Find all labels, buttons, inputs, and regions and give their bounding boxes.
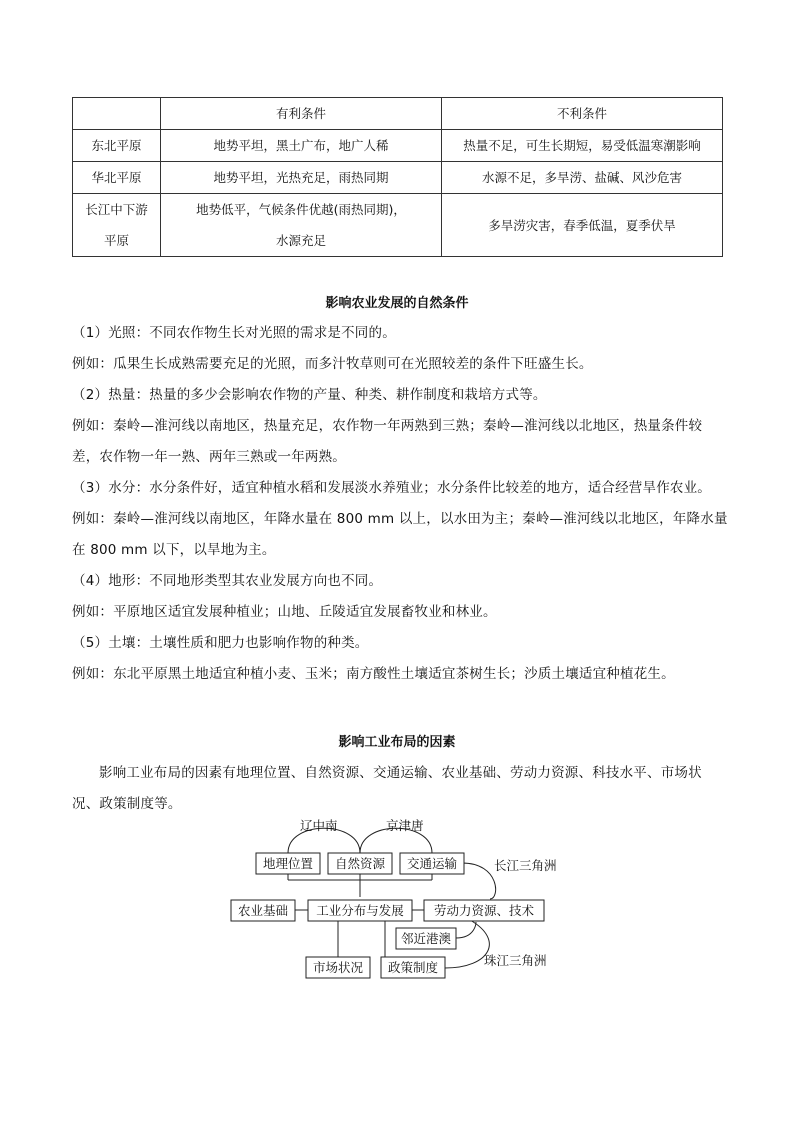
advantage-line: 地势低平，气候条件优越(雨热同期)， — [196, 202, 406, 217]
box-market — [306, 957, 370, 978]
box-location-label: 地理位置 — [262, 856, 314, 871]
region-cell: 东北平原 — [73, 130, 161, 162]
disadvantage-cell: 热量不足，可生长期短，易受低温寒潮影响 — [442, 130, 723, 162]
label-pearl-delta: 珠江三角洲 — [484, 953, 547, 968]
box-center — [308, 900, 412, 921]
box-hk-macao — [396, 928, 456, 949]
advantage-cell: 地势平坦，光热充足，雨热同期 — [161, 162, 442, 194]
arc-yangtze-delta — [462, 863, 496, 899]
box-agriculture — [231, 900, 295, 921]
agri-line: 差，农作物一年一熟、两年三熟或一年两熟。 — [72, 449, 346, 465]
box-labor — [424, 900, 544, 921]
agri-line: 例如：秦岭—淮河线以南地区，年降水量在 800 mm 以上，以水田为主；秦岭—淮河线以北地区，年降水量 — [72, 511, 728, 527]
region-line: 平原 — [103, 233, 129, 248]
box-hk-macao-label: 邻近港澳 — [400, 931, 452, 946]
box-agriculture-label: 农业基础 — [237, 903, 289, 918]
agri-line: （4）地形：不同地形类型其农业发展方向也不同。 — [72, 573, 383, 589]
disadvantage-cell: 多旱涝灾害，春季低温，夏季伏旱 — [442, 194, 723, 257]
industry-line: 况、政策制度等。 — [72, 796, 182, 812]
box-location — [256, 853, 320, 874]
agri-line: 例如：平原地区适宜发展种植业；山地、丘陵适宜发展畜牧业和林业。 — [72, 604, 497, 620]
box-resources — [328, 853, 392, 874]
industry-line: 影响工业布局的因素有地理位置、自然资源、交通运输、农业基础、劳动力资源、科技水平、市场状 — [99, 765, 702, 781]
agri-line: （2）热量：热量的多少会影响农作物的产量、种类、耕作制度和栽培方式等。 — [72, 387, 547, 403]
label-jingjintang: 京津唐 — [386, 818, 424, 833]
box-labor-label: 劳动力资源、技术 — [433, 903, 535, 918]
disadvantage-cell: 水源不足，多旱涝、盐碱、风沙危害 — [442, 162, 723, 194]
advantage-cell: 地势平坦，黑土广布，地广人稀 — [161, 130, 442, 162]
box-transport-label: 交通运输 — [406, 856, 458, 871]
box-market-label: 市场状况 — [312, 960, 364, 975]
box-resources-label: 自然资源 — [334, 856, 386, 871]
agri-line: （3）水分：水分条件好，适宜种植水稻和发展淡水养殖业；水分条件比较差的地方，适合经营旱作农业。 — [72, 480, 711, 496]
agri-line: 例如：瓜果生长成熟需要充足的光照，而多汁牧草则可在光照较差的条件下旺盛生长。 — [72, 356, 593, 372]
box-policy-label: 政策制度 — [387, 960, 439, 975]
table-header-cell: 不利条件 — [442, 98, 723, 130]
industry-section-title: 影响工业布局的因素 — [338, 735, 456, 750]
box-policy — [381, 957, 445, 978]
region-line: 长江中下游 — [85, 202, 148, 217]
advantage-line: 水源充足 — [275, 233, 326, 248]
agri-line: 在 800 mm 以下，以旱地为主。 — [72, 542, 276, 558]
box-center-label: 工业分布与发展 — [316, 903, 404, 918]
table-header-cell: 有利条件 — [161, 98, 442, 130]
agri-line: 例如：秦岭—淮河线以南地区，热量充足，农作物一年两熟到三熟；秦岭—淮河线以北地区，热量条件较 — [72, 418, 703, 434]
agri-section-title: 影响农业发展的自然条件 — [325, 296, 469, 311]
label-liaozhongnan: 辽中南 — [300, 818, 338, 833]
agri-line: 例如：东北平原黑土地适宜种植小麦、玉米；南方酸性土壤适宜茶树生长；沙质土壤适宜种植花生。 — [72, 666, 675, 682]
label-yangtze-delta: 长江三角洲 — [494, 858, 557, 873]
box-transport — [400, 853, 464, 874]
agri-line: （1）光照：不同农作物生长对光照的需求是不同的。 — [72, 325, 396, 341]
region-cell: 华北平原 — [73, 162, 161, 194]
agri-line: （5）土壤：土壤性质和肥力也影响作物的种类。 — [72, 635, 369, 651]
